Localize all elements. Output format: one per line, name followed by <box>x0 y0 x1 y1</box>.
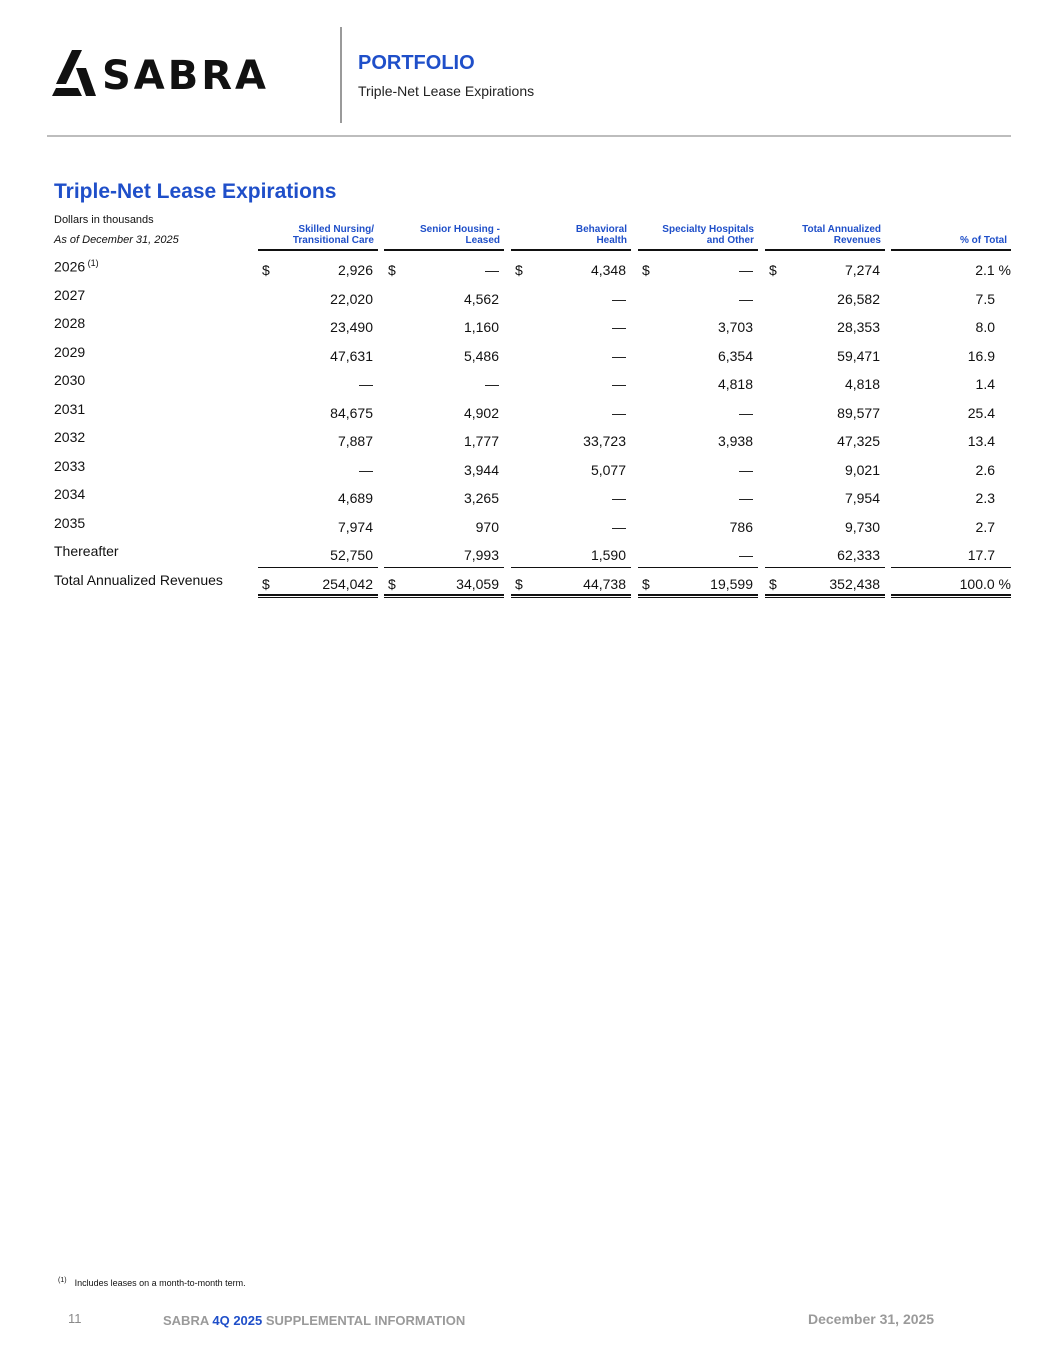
table-row-cell: 3,703 <box>717 319 753 335</box>
subtotal-rule <box>765 567 885 568</box>
table-row-label: Thereafter <box>54 543 119 559</box>
table-row-label: 2031 <box>54 401 86 417</box>
table-row-label: 2027 <box>54 287 86 303</box>
header-divider <box>340 27 342 123</box>
table-row-cell: — <box>739 405 753 421</box>
footer-brand: SABRA <box>163 1313 209 1328</box>
table-row-label: 2035 <box>54 515 86 531</box>
table-row-cell: 84,675 <box>330 405 373 421</box>
total-row-cell: 100.0 % <box>959 576 1011 592</box>
table-row-label: 2033 <box>54 458 86 474</box>
currency-symbol: $ <box>388 576 396 592</box>
total-double-rule <box>384 594 504 598</box>
total-double-rule <box>511 594 631 598</box>
column-header-line2: Revenues <box>833 235 881 246</box>
table-row-cell: 7,887 <box>337 433 373 449</box>
table-row-cell: 4,689 <box>337 490 373 506</box>
column-header-rule <box>891 249 1011 251</box>
column-header <box>765 224 881 246</box>
table-row-cell: 62,333 <box>837 547 880 563</box>
table-row-cell: 3,944 <box>463 462 499 478</box>
table-row-cell: 7,993 <box>463 547 499 563</box>
table-row-cell: 52,750 <box>330 547 373 563</box>
table-row-cell: 47,631 <box>330 348 373 364</box>
column-header-line2: Leased <box>465 235 500 246</box>
currency-symbol: $ <box>515 262 523 278</box>
table-row-cell: 7,954 <box>844 490 880 506</box>
table-row-cell: — <box>612 376 626 392</box>
total-row-cell: 352,438 <box>829 576 880 592</box>
table-row-cell: 2.1 % <box>975 262 1011 278</box>
table-row-cell: 1,160 <box>463 319 499 335</box>
table-row-cell: 1.4 <box>975 376 995 392</box>
table-row-cell: 1,777 <box>463 433 499 449</box>
subtotal-rule <box>891 567 1011 568</box>
table-row-cell: 2,926 <box>337 262 373 278</box>
column-header-line2: and Other <box>706 235 754 246</box>
section-subtitle: Triple-Net Lease Expirations <box>358 83 535 99</box>
total-double-rule <box>891 594 1011 598</box>
table-row-cell: — <box>359 376 373 392</box>
table-row-cell: 22,020 <box>330 291 373 307</box>
table-row-cell: 13.4 <box>967 433 995 449</box>
table-row-cell: — <box>612 291 626 307</box>
column-header <box>511 224 627 246</box>
currency-symbol: $ <box>642 262 650 278</box>
table-row-cell: — <box>739 262 753 278</box>
column-header <box>384 224 500 246</box>
footer-title <box>163 1313 465 1328</box>
currency-symbol: $ <box>262 262 270 278</box>
currency-symbol: $ <box>769 262 777 278</box>
table-row-cell: — <box>485 262 499 278</box>
table-row-cell: 7.5 <box>975 291 995 307</box>
table-row-cell: 9,730 <box>844 519 880 535</box>
table-row-cell: 25.4 <box>967 405 995 421</box>
subtotal-rule <box>638 567 758 568</box>
table-row-cell: — <box>739 462 753 478</box>
column-header-line1: Senior Housing - <box>420 224 500 235</box>
footer-quarter: 4Q 2025 <box>212 1313 263 1328</box>
table-row-cell: 9,021 <box>844 462 880 478</box>
column-header-line1: Specialty Hospitals <box>662 224 754 235</box>
table-row-cell: 5,077 <box>590 462 626 478</box>
footer-date: December 31, 2025 <box>808 1311 935 1327</box>
table-row-cell: 970 <box>475 519 499 535</box>
table-row-cell: 23,490 <box>330 319 373 335</box>
table-row-cell: 2.6 <box>975 462 995 478</box>
column-header-line2: % of Total <box>959 235 1007 246</box>
footnote-text: Includes leases on a month-to-month term. <box>74 1278 246 1288</box>
table-row-cell: 7,974 <box>337 519 373 535</box>
total-row-cell: 19,599 <box>710 576 753 592</box>
footnote <box>58 1277 246 1288</box>
table-row-cell: — <box>359 462 373 478</box>
row-footnote-marker: (1) <box>85 258 99 268</box>
total-double-rule <box>638 594 758 598</box>
table-row-cell: — <box>612 405 626 421</box>
column-header-rule <box>511 249 631 251</box>
page-number: 11 <box>68 1311 82 1326</box>
table-row-cell: 4,902 <box>463 405 499 421</box>
table-row-cell: 89,577 <box>837 405 880 421</box>
table-row-cell: 4,562 <box>463 291 499 307</box>
subtotal-rule <box>258 567 378 568</box>
total-row-label: Total Annualized Revenues <box>54 572 223 588</box>
table-row-label: 2032 <box>54 429 86 445</box>
column-header-line2: Transitional Care <box>292 235 374 246</box>
table-row-cell: 3,265 <box>463 490 499 506</box>
table-row-cell: — <box>485 376 499 392</box>
footer-label: SUPPLEMENTAL INFORMATION <box>265 1313 466 1328</box>
table-row-cell: 3,938 <box>717 433 753 449</box>
table-row-cell: 7,274 <box>844 262 880 278</box>
table-row-cell: — <box>612 319 626 335</box>
table-row-cell: 6,354 <box>717 348 753 364</box>
table-row-cell: 786 <box>729 519 753 535</box>
table-row-cell: 2.7 <box>975 519 995 535</box>
subtotal-rule <box>384 567 504 568</box>
currency-symbol: $ <box>769 576 777 592</box>
total-row-cell: 254,042 <box>322 576 373 592</box>
subtotal-rule <box>511 567 631 568</box>
currency-symbol: $ <box>515 576 523 592</box>
section-title: PORTFOLIO <box>358 52 475 74</box>
as-of-date: As of December 31, 2025 <box>54 234 179 246</box>
header-rule <box>47 135 1011 137</box>
table-row-cell: 4,818 <box>844 376 880 392</box>
column-header <box>258 224 374 246</box>
currency-symbol: $ <box>262 576 270 592</box>
table-row-cell: 2.3 <box>975 490 995 506</box>
table-row-cell: — <box>739 490 753 506</box>
table-row-cell: 1,590 <box>590 547 626 563</box>
table-row-label: 2030 <box>54 372 86 388</box>
table-row-cell: 47,325 <box>837 433 880 449</box>
table-row-cell: 33,723 <box>583 433 626 449</box>
currency-symbol: $ <box>388 262 396 278</box>
table-row-cell: 4,348 <box>590 262 626 278</box>
column-header-line1: Skilled Nursing/ <box>298 224 374 235</box>
footnote-marker: (1) <box>58 1277 67 1284</box>
table-row-label: 2029 <box>54 344 86 360</box>
table-row-cell: 17.7 <box>967 547 995 563</box>
table-row-cell: 59,471 <box>837 348 880 364</box>
total-row-cell: 44,738 <box>583 576 626 592</box>
currency-symbol: $ <box>642 576 650 592</box>
column-header-rule <box>765 249 885 251</box>
column-header-line2: Health <box>596 235 627 246</box>
column-header-rule <box>258 249 378 251</box>
table-row-label: 2028 <box>54 315 86 331</box>
column-header-line1 <box>891 224 1007 235</box>
table-row-label: 2034 <box>54 486 86 502</box>
table-row-cell: 16.9 <box>967 348 995 364</box>
table-row-cell: — <box>612 490 626 506</box>
table-row-cell: 5,486 <box>463 348 499 364</box>
total-double-rule <box>765 594 885 598</box>
column-header-rule <box>384 249 504 251</box>
table-title: Triple-Net Lease Expirations <box>54 180 337 203</box>
table-row-cell: — <box>612 348 626 364</box>
total-row-cell: 34,059 <box>456 576 499 592</box>
sabra-logo-text: SABRA <box>102 53 270 99</box>
table-row-cell: — <box>739 547 753 563</box>
column-header-line1: Total Annualized <box>802 224 881 235</box>
column-header <box>638 224 754 246</box>
table-row-cell: — <box>739 291 753 307</box>
page-header <box>0 0 1055 140</box>
column-header-line1: Behavioral <box>575 224 627 235</box>
table-row-cell: 26,582 <box>837 291 880 307</box>
units-note: Dollars in thousands <box>54 214 154 226</box>
table-row-cell: 8.0 <box>975 319 995 335</box>
column-header <box>891 224 1007 246</box>
table-row-cell: — <box>612 519 626 535</box>
total-double-rule <box>258 594 378 598</box>
table-row-cell: 4,818 <box>717 376 753 392</box>
table-row-cell: 28,353 <box>837 319 880 335</box>
table-row-label: 2026 $^{(1)}$ <box>54 258 99 275</box>
column-header-rule <box>638 249 758 251</box>
